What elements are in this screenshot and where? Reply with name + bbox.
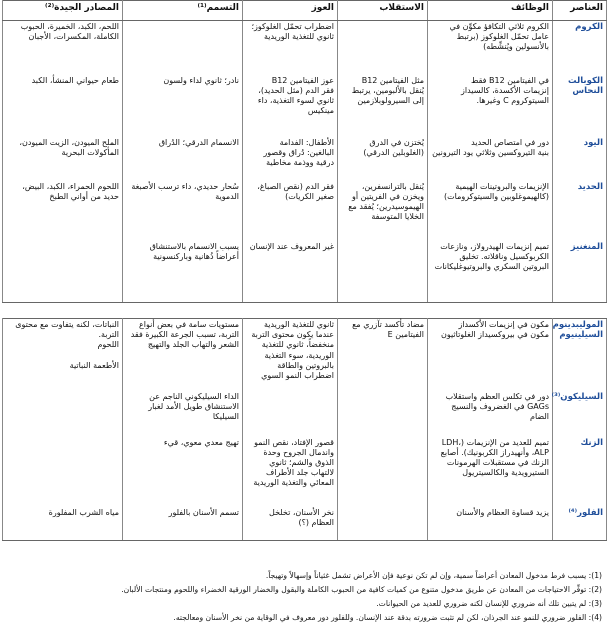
- toxicity-cell: تهيج معدي معوي، قيء: [123, 437, 243, 507]
- absorption-cell: يُختزن في الدرق (الغلوبلين الدرقي): [338, 137, 428, 181]
- header-toxicity: التسمم⁽¹⁾: [123, 1, 243, 21]
- absorption-cell: [338, 241, 428, 303]
- element-cell: الكوبالت النحاس: [553, 75, 607, 137]
- table-row: [3, 437, 607, 507]
- deficiency-cell: فقر الدم (نقص الصباغ، صغير الكريات): [243, 181, 338, 241]
- sources-cell: اللحوم الحمراء، الكبد، البيض، حديد من أواني الطبخ: [3, 181, 123, 241]
- element-cell: الزنك: [553, 437, 607, 507]
- toxicity-cell: [123, 21, 243, 75]
- header-element: العناصر: [553, 1, 607, 21]
- toxicity-cell: نادر؛ ثانوي لداء ولسون: [123, 75, 243, 137]
- deficiency-cell: اضطراب تحمّل الغلوكوز؛ ثانوي للتغذية الوريدية: [243, 21, 338, 75]
- deficiency-cell: غير المعروف عند الإنسان: [243, 241, 338, 303]
- deficiency-cell: [243, 391, 338, 437]
- absorption-cell: [338, 21, 428, 75]
- sources-cell: طعام حيواني المنشأ، الكبد: [3, 75, 123, 137]
- minerals-table-part2: [2, 318, 607, 541]
- function-cell: تميم للعديد من الإنزيمات (LDH، ALP، وأنهيدراز الكربونيك). أصابع الزنك في مستقبلات الهرمونات الستيرويدية والكالسيتريول: [428, 437, 553, 507]
- sources-cell: النباتات، لكنه يتفاوت مع محتوى التربة. اللحوم الأطعمة النباتية: [3, 319, 123, 391]
- header-sources: المصادر الجيدة⁽²⁾: [3, 1, 123, 21]
- sources-cell: [3, 241, 123, 303]
- toxicity-cell: يسبب الانسمام بالاستنشاق أعراضاً ذُهانية وباركنسونية: [123, 241, 243, 303]
- footnote-2: (2): توفِّر الاحتياجات من المعادن عن طريق مدخول متنوع من كميات كافية من الحبوب الكاملة والبقول والخضار الورقية الخضراء واللحوم ومنتجات الألبان.: [121, 585, 602, 594]
- sources-cell: [3, 437, 123, 507]
- sources-cell: مياه الشرب المفلورة: [3, 507, 123, 541]
- toxicity-cell: مستويات سامة في بعض أنواع التربة، تسبب الجرعة الكبيرة فقد الشعر والتهاب الجلد والتهيج: [123, 319, 243, 391]
- toxicity-cell: الانسمام الدرقي؛ الدُراق: [123, 137, 243, 181]
- element-cell: المنغنيز: [553, 241, 607, 303]
- toxicity-cell: تسمم الأسنان بالفلور: [123, 507, 243, 541]
- minerals-table-part1: [2, 0, 607, 303]
- deficiency-cell: ثانوي للتغذية الوريدية عندما يكون محتوى التربة منخفضاً، ثانوي للتغذية الوريدية، سوء التغذية بالبروتين والطاقة اضطراب النمو السوي: [243, 319, 338, 391]
- footnote-4: (4): الفلور ضروري للنمو عند الجرذان، لكن لم تثبت ضرورته بدقة عند الإنسان. وللفلور دور معروف في الوقاية من نخر الأسنان ومعالجته.: [173, 613, 602, 622]
- element-cell: اليود: [553, 137, 607, 181]
- function-cell: في الفيتامين B12 فقط إنزيمات الأكسدة، كالسيداز السيتوكروم C وغيرها.: [428, 75, 553, 137]
- toxicity-cell: سُحار حديدي، داء ترسب الأصبغة الدموية: [123, 181, 243, 241]
- element-cell: الكروم: [553, 21, 607, 75]
- function-cell: الإنزيمات والبروتينات الهيمية (كالهيموغلوبين والسيتوكرومات): [428, 181, 553, 241]
- absorption-cell: مثل الفيتامين B12 يُنقل بالألبومين، يرتبط إلى السيرولوبلازمين: [338, 75, 428, 137]
- element-cell: السيليكون⁽³⁾: [553, 391, 607, 437]
- deficiency-cell: الأطفال: الفدامة البالغين: دُراق وقصور درقية ووذمة مخاطية: [243, 137, 338, 181]
- toxicity-cell: الداء السيليكوني الناجم عن الاستنشاق طويل الأمد لغبار السيليكا: [123, 391, 243, 437]
- table-header-row: [3, 1, 607, 21]
- element-cell: الحديد: [553, 181, 607, 241]
- deficiency-cell: عوز الفيتامين B12 فقر الدم (مثل الحديد)، ثانوي لسوء التغذية، داء مينكيس: [243, 75, 338, 137]
- absorption-cell: [338, 391, 428, 437]
- deficiency-cell: نخر الأسنان، تخلخل العظام (؟): [243, 507, 338, 541]
- function-cell: تميم إنزيمات الهيدرولاز، ونازعات الكربوكسيل وناقلاته. تخليق البروتين السكري والبروتيوغليكانات: [428, 241, 553, 303]
- table-row: [3, 181, 607, 241]
- absorption-cell: [338, 437, 428, 507]
- table-row: [3, 21, 607, 75]
- table-row: [3, 507, 607, 541]
- table-row: [3, 241, 607, 303]
- function-cell: الكروم ثلاثي التكافؤ مكوِّن في عامل تحمّل الغلوكوز (برتبط بالأنسولين ويُنشِّطه): [428, 21, 553, 75]
- element-cell: الفلور⁽⁴⁾: [553, 507, 607, 541]
- footnote-3: (3): لم يتبين تلك أنه ضروري للإنسان لكنه ضروري للعديد من الحيوانات.: [376, 599, 602, 608]
- table-row: [3, 137, 607, 181]
- absorption-cell: [338, 507, 428, 541]
- function-cell: دور في تكلس العظم واستقلاب GAGs في الغضروف والنسيج الضام: [428, 391, 553, 437]
- function-cell: دور في امتصاص الحديد بنية التيروكسين وثلاثي يود التيرونين: [428, 137, 553, 181]
- table-row: [3, 319, 607, 391]
- function-cell: يزيد قساوة العظام والأسنان: [428, 507, 553, 541]
- sources-cell: الملح الميودن، الزيت الميودن، المأكولات البحرية: [3, 137, 123, 181]
- footnote-1: (1): يسبب فرط مدخول المعادن أعراضاً سمية، وإن لم تكن نوعية فإن الأعراض تشمل غثياناً وإسهالاً وتهيجاً.: [265, 571, 602, 580]
- sources-cell: [3, 391, 123, 437]
- header-deficiency: العوز: [243, 1, 338, 21]
- deficiency-cell: قصور الإفتاد، نقص النمو واندمال الجروح وحدة الذوق والشم؛ ثانوي لالتهاب جلد الأطراف المعائي والتغذية الوريدية: [243, 437, 338, 507]
- header-function: الوظائف: [428, 1, 553, 21]
- header-absorption: الاستقلاب: [338, 1, 428, 21]
- table-row: [3, 75, 607, 137]
- table-row: [3, 391, 607, 437]
- absorption-cell: مضاد تأكسد تآزري مع الفيتامين E: [338, 319, 428, 391]
- absorption-cell: يُنقل بالترانسفرين، ويخزن في الفريتين أو الهيموسيدرين؛ يُفقد مع الخلايا المتوسفة: [338, 181, 428, 241]
- function-cell: مكون في إنزيمات الأكسداز مكون في بيروكسيداز الغلوتاثيون: [428, 319, 553, 391]
- element-cell: الموليبدينوم السيلينيوم: [553, 319, 607, 391]
- sources-cell: اللحم، الكبد، الخميرة، الحبوب الكاملة، المكسرات، الأجبان: [3, 21, 123, 75]
